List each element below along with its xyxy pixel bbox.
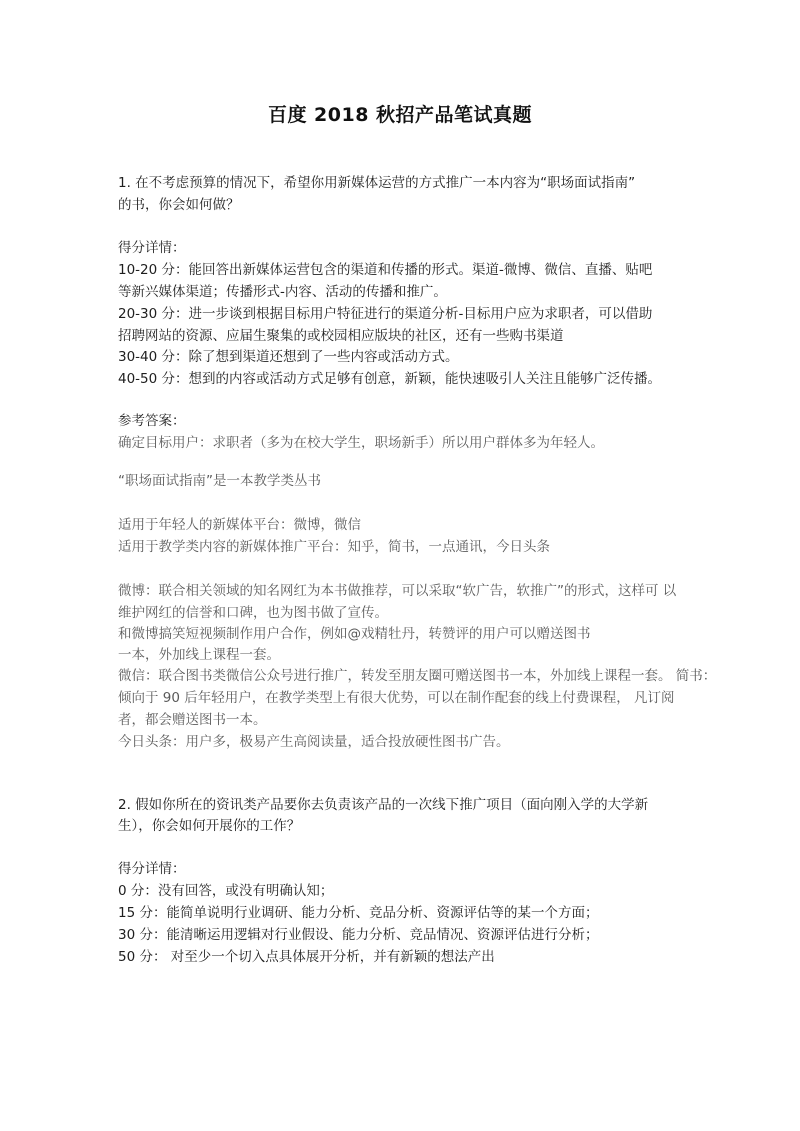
q1-answer-line: 倾向于 90 后年轻用户，在教学类型上有很大优势，可以在制作配套的线上付费课程， 凡订阅 xyxy=(118,690,675,706)
q1-answer-line: “职场面试指南”是一本教学类丛书 xyxy=(118,473,321,489)
q1-answer-line: 维护网红的信誉和口碑，也为图书做了宣传。 xyxy=(118,605,388,621)
q1-question-line-2: 的书，你会如何做？ xyxy=(118,197,240,213)
q2-score-line: 30 分：能清晰运用逻辑对行业假设、能力分析、竞品情况、资源评估进行分析； xyxy=(118,927,599,943)
q1-answer-line: 适用于教学类内容的新媒体推广平台：知乎，简书，一点通讯，今日头条 xyxy=(118,539,550,555)
q1-answer-line: 和微博搞笑短视频制作用户合作，例如@戏精牡丹，转赞评的用户可以赠送图书 xyxy=(118,626,591,642)
q1-score-heading: 得分详情： xyxy=(118,240,186,256)
q1-score-line: 40-50 分：想到的内容或活动方式足够有创意，新颖，能快速吸引人关注且能够广泛传播。 xyxy=(118,371,662,387)
q1-answer-line: 者，都会赠送图书一本。 xyxy=(118,712,267,728)
q1-score-line: 10-20 分：能回答出新媒体运营包含的渠道和传播的形式。渠道-微博、微信、直播、贴吧 xyxy=(118,262,653,278)
q1-score-line: 等新兴媒体渠道；传播形式-内容、活动的传播和推广。 xyxy=(118,284,447,300)
q1-answer-line: 微博：联合相关领域的知名网红为本书做推荐，可以采取“软广告，软推广”的形式，这样可 以 xyxy=(118,583,677,599)
q2-score-heading: 得分详情： xyxy=(118,861,186,877)
q1-question-line-1: 1. 在不考虑预算的情况下，希望你用新媒体运营的方式推广一本内容为“职场面试指南” xyxy=(118,175,636,191)
document-title: 百度 2018 秋招产品笔试真题 xyxy=(267,104,533,126)
q1-score-line: 30-40 分：除了想到渠道还想到了一些内容或活动方式。 xyxy=(118,349,459,365)
q2-question-line-1: 2. 假如你所在的资讯类产品要你去负责该产品的一次线下推广项目（面向刚入学的大学新 xyxy=(118,797,649,813)
q2-question-line-2: 生），你会如何开展你的工作？ xyxy=(118,818,301,834)
q2-score-line: 15 分：能简单说明行业调研、能力分析、竞品分析、资源评估等的某一个方面； xyxy=(118,905,599,921)
q1-score-line: 招聘网站的资源、应届生聚集的或校园相应版块的社区，还有一些购书渠道 xyxy=(118,328,564,344)
q1-answer-line: 微信：联合图书类微信公众号进行推广，转发至朋友圈可赠送图书一本，外加线上课程一套。 简书： xyxy=(118,668,717,684)
q1-answer-line: 适用于年轻人的新媒体平台：微博，微信 xyxy=(118,517,361,533)
q1-answer-heading: 参考答案： xyxy=(118,413,186,429)
q1-answer-line: 今日头条：用户多，极易产生高阅读量，适合投放硬性图书广告。 xyxy=(118,734,510,750)
q1-answer-line: 一本，外加线上课程一套。 xyxy=(118,647,280,663)
q2-score-line: 0 分：没有回答，或没有明确认知； xyxy=(118,883,334,899)
q1-answer-line: 确定目标用户：求职者（多为在校大学生，职场新手）所以用户群体多为年轻人。 xyxy=(118,435,604,451)
q2-score-line: 50 分： 对至少一个切入点具体展开分析，并有新颖的想法产出 xyxy=(118,949,495,965)
q1-score-line: 20-30 分：进一步谈到根据目标用户特征进行的渠道分析-目标用户应为求职者，可以借助 xyxy=(118,306,653,322)
